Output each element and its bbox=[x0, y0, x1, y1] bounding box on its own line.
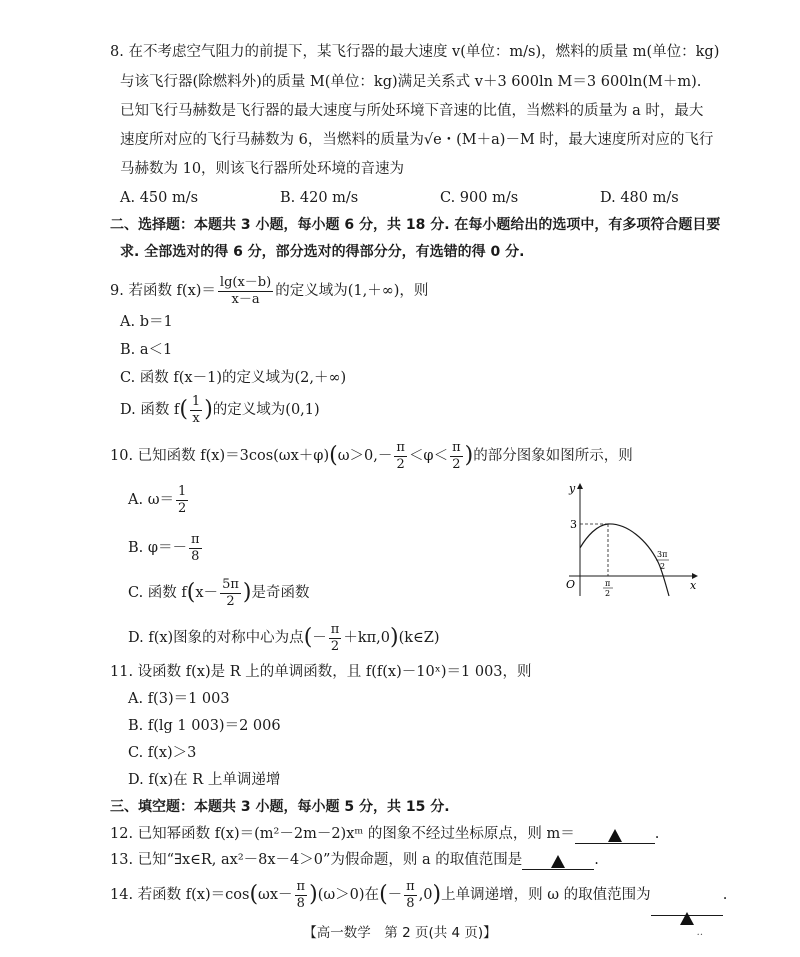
q10-cond1: ω＞0,－ bbox=[337, 448, 393, 464]
q14-int1: － bbox=[387, 887, 403, 903]
q10-prefix: 10. 已知函数 f(x)＝3cos(ωx＋φ) bbox=[110, 448, 330, 464]
q8-option-d: D. 480 m/s bbox=[600, 190, 679, 206]
q9-prefix: 9. 若函数 f(x)＝ bbox=[110, 283, 216, 299]
q12-suffix: . bbox=[654, 826, 660, 842]
q14-int2: ,0 bbox=[418, 887, 433, 903]
q13-prefix: 13. 已知“∃x∈R, ax²－8x－4＞0”为假命题，则 a 的取值范围是 bbox=[110, 852, 523, 868]
q10-option-a bbox=[128, 480, 190, 520]
q10-option-b bbox=[128, 528, 204, 568]
q14-fraction-2 bbox=[404, 879, 417, 912]
q10-a-den: 2 bbox=[178, 500, 187, 516]
q8-line-5: 马赫数为 10，则该飞行器所处环境的音速为 bbox=[120, 161, 405, 177]
q14-frac2-den: 8 bbox=[406, 895, 415, 911]
q12 bbox=[110, 824, 659, 844]
q14-fraction-1 bbox=[295, 879, 308, 912]
q8-line-2: 与该飞行器(除燃料外)的质量 M(单位：kg)满足关系式 v＋3 600ln M＝3 600ln(M＋m). bbox=[120, 74, 702, 90]
q10-d-fraction bbox=[329, 622, 342, 655]
q10-d-inner1: － bbox=[312, 630, 327, 646]
graph-tick2-den: 2 bbox=[660, 562, 666, 571]
graph-y-label: y bbox=[569, 482, 576, 495]
q10-d-den: 2 bbox=[330, 638, 340, 654]
q14-frac1-den: 8 bbox=[296, 895, 305, 911]
q14-frac2-num: π bbox=[406, 878, 415, 894]
q10-a-prefix: A. ω＝ bbox=[128, 492, 175, 508]
q10-option-d: D. f(x)图象的对称中心为点(－ $\frac{\pi}{2}$ ＋kπ,0)(k∈Z) bbox=[128, 621, 440, 654]
graph-tick1-den: 2 bbox=[605, 589, 611, 598]
q10-option-c: C. 函数 f(x－ $\frac{5\pi}{2}$ )是奇函数 bbox=[128, 576, 310, 609]
q14-frac1-num: π bbox=[296, 878, 306, 894]
q11-stem: 11. 设函数 f(x)是 R 上的单调函数，且 f(f(x)－10ˣ)＝1 003，则 bbox=[110, 664, 532, 680]
q14: 14. 若函数 f(x)＝cos(ωx－ $\frac{\pi}{8}$ )(ω＞0)在(－ $\frac{\pi}{8}$ ,0)上单调递增，则 ω 的取值范围为 . bbox=[110, 874, 727, 916]
q10-cond-frac2 bbox=[450, 440, 463, 473]
q13-answer-blank[interactable] bbox=[522, 851, 594, 870]
q9-d-fraction bbox=[190, 394, 202, 427]
corner-mark: ·· bbox=[696, 930, 703, 941]
q11-option-b: B. f(lg 1 003)＝2 006 bbox=[128, 718, 281, 734]
q9-d-den: x bbox=[192, 410, 200, 426]
q10-cond-frac2-den: 2 bbox=[452, 456, 461, 472]
q10-cond-frac2-num: π bbox=[452, 439, 461, 455]
q8-option-b: B. 420 m/s bbox=[280, 190, 359, 206]
q10-c-suffix: 是奇函数 bbox=[251, 585, 310, 601]
q10-cond-frac1-den: 2 bbox=[396, 456, 405, 472]
page-footer: 【高一数学 第 2 页(共 4 页)】 bbox=[303, 925, 497, 941]
q9-stem bbox=[110, 272, 428, 310]
q14-prefix: 14. 若函数 f(x)＝cos bbox=[110, 887, 250, 903]
q9-d-suffix: 的定义域为(0,1) bbox=[212, 402, 320, 418]
section2-line-1: 二、选择题：本题共 3 小题，每小题 6 分，共 18 分. 在每小题给出的选项中，有多项符合题目要 bbox=[110, 217, 721, 233]
triangle-icon bbox=[608, 829, 622, 842]
q9-option-d: D. 函数 f( $\frac{1}{x}$ )的定义域为(0,1) bbox=[120, 393, 320, 426]
q10-cond-frac1-num: π bbox=[396, 439, 405, 455]
q10-b-fraction bbox=[189, 532, 202, 565]
q10-a-fraction bbox=[176, 484, 188, 517]
q10-c-prefix: C. 函数 f bbox=[128, 585, 187, 601]
q12-answer-blank[interactable] bbox=[575, 825, 655, 844]
graph-tick1-num: π bbox=[605, 579, 611, 588]
q10-b-den: 8 bbox=[191, 548, 200, 564]
q10-b-num: π bbox=[191, 531, 200, 547]
q9-d-num: 1 bbox=[191, 393, 201, 409]
graph-x-label: x bbox=[690, 579, 697, 592]
q14-answer-blank[interactable] bbox=[651, 897, 723, 916]
q10-d-inner2: ＋kπ,0 bbox=[343, 630, 390, 646]
section2-line-2: 求. 全部选对的得 6 分，部分选对的得部分分，有选错的得 0 分. bbox=[120, 244, 525, 260]
q10-cond-frac1 bbox=[394, 440, 407, 473]
q13 bbox=[110, 850, 599, 870]
q9-d-prefix: D. 函数 f bbox=[120, 402, 180, 418]
graph-tick2-num: 3π bbox=[657, 550, 668, 559]
q10-d-num: π bbox=[330, 621, 340, 637]
q11-option-c: C. f(x)＞3 bbox=[128, 745, 197, 761]
q10-lt-phi: ＜φ＜ bbox=[408, 448, 449, 464]
q8-line-4: 速度所对应的飞行马赫数为 6，当燃料的质量为√e・(M＋a)－M 时，最大速度所对应的飞行 bbox=[120, 132, 714, 148]
q9-fraction bbox=[218, 275, 273, 308]
triangle-icon bbox=[551, 855, 565, 868]
q10-cosine-graph bbox=[555, 478, 705, 603]
q10-a-num: 1 bbox=[178, 483, 187, 499]
graph-max-label: 3 bbox=[570, 518, 577, 531]
q8-option-a: A. 450 m/s bbox=[120, 190, 199, 206]
q9-option-a: A. b＝1 bbox=[120, 314, 173, 330]
q10-stem: 10. 已知函数 f(x)＝3cos(ωx＋φ)(ω＞0,－ $\frac{\pi}{2}$ ＜φ＜ $\frac{\pi}{2}$ )的部分图象如图所示，则 bbox=[110, 439, 633, 472]
q10-d-prefix: D. f(x)图象的对称中心为点 bbox=[128, 630, 304, 646]
q14-cond: (ω＞0)在 bbox=[317, 887, 380, 903]
q8-line-3: 已知飞行马赫数是飞行器的最大速度与所处环境下音速的比值，当燃料的质量为 a 时，最大 bbox=[120, 103, 704, 119]
q10-c-num: 5π bbox=[222, 576, 239, 592]
q14-suffix: . bbox=[722, 887, 728, 903]
q9-suffix: 的定义域为(1,＋∞)，则 bbox=[275, 283, 429, 299]
q14-mid: 上单调递增，则 ω 的取值范围为 bbox=[441, 887, 651, 903]
section3-header: 三、填空题：本题共 3 小题，每小题 5 分，共 15 分. bbox=[110, 799, 450, 815]
q10-b-prefix: B. φ＝－ bbox=[128, 540, 188, 556]
q10-c-inner: x－ bbox=[195, 585, 219, 601]
q13-suffix: . bbox=[594, 852, 599, 868]
q8-option-c: C. 900 m/s bbox=[440, 190, 519, 206]
q12-prefix: 12. 已知幂函数 f(x)＝(m²－2m－2)xᵐ 的图象不经过坐标原点，则 m＝ bbox=[110, 826, 575, 842]
q9-option-c: C. 函数 f(x－1)的定义域为(2,＋∞) bbox=[120, 370, 347, 386]
graph-curve bbox=[580, 524, 669, 596]
q10-c-fraction bbox=[220, 577, 241, 610]
q10-d-suffix: (k∈Z) bbox=[398, 630, 440, 646]
q9-option-b: B. a＜1 bbox=[120, 342, 173, 358]
q10-c-den: 2 bbox=[226, 593, 235, 609]
q11-option-d: D. f(x)在 R 上单调递增 bbox=[128, 772, 281, 788]
q9-frac-num: lg(x－b) bbox=[219, 274, 272, 290]
q8-line-1: 8. 在不考虑空气阻力的前提下，某飞行器的最大速度 v(单位：m/s)，燃料的质量 m(单位：kg) bbox=[110, 44, 720, 60]
q9-frac-den: x－a bbox=[231, 291, 260, 307]
q11-option-a: A. f(3)＝1 003 bbox=[128, 691, 230, 707]
q10-suffix: 的部分图象如图所示，则 bbox=[473, 448, 633, 464]
q14-inner1: ωx－ bbox=[258, 887, 293, 903]
graph-origin-label: O bbox=[566, 578, 576, 591]
